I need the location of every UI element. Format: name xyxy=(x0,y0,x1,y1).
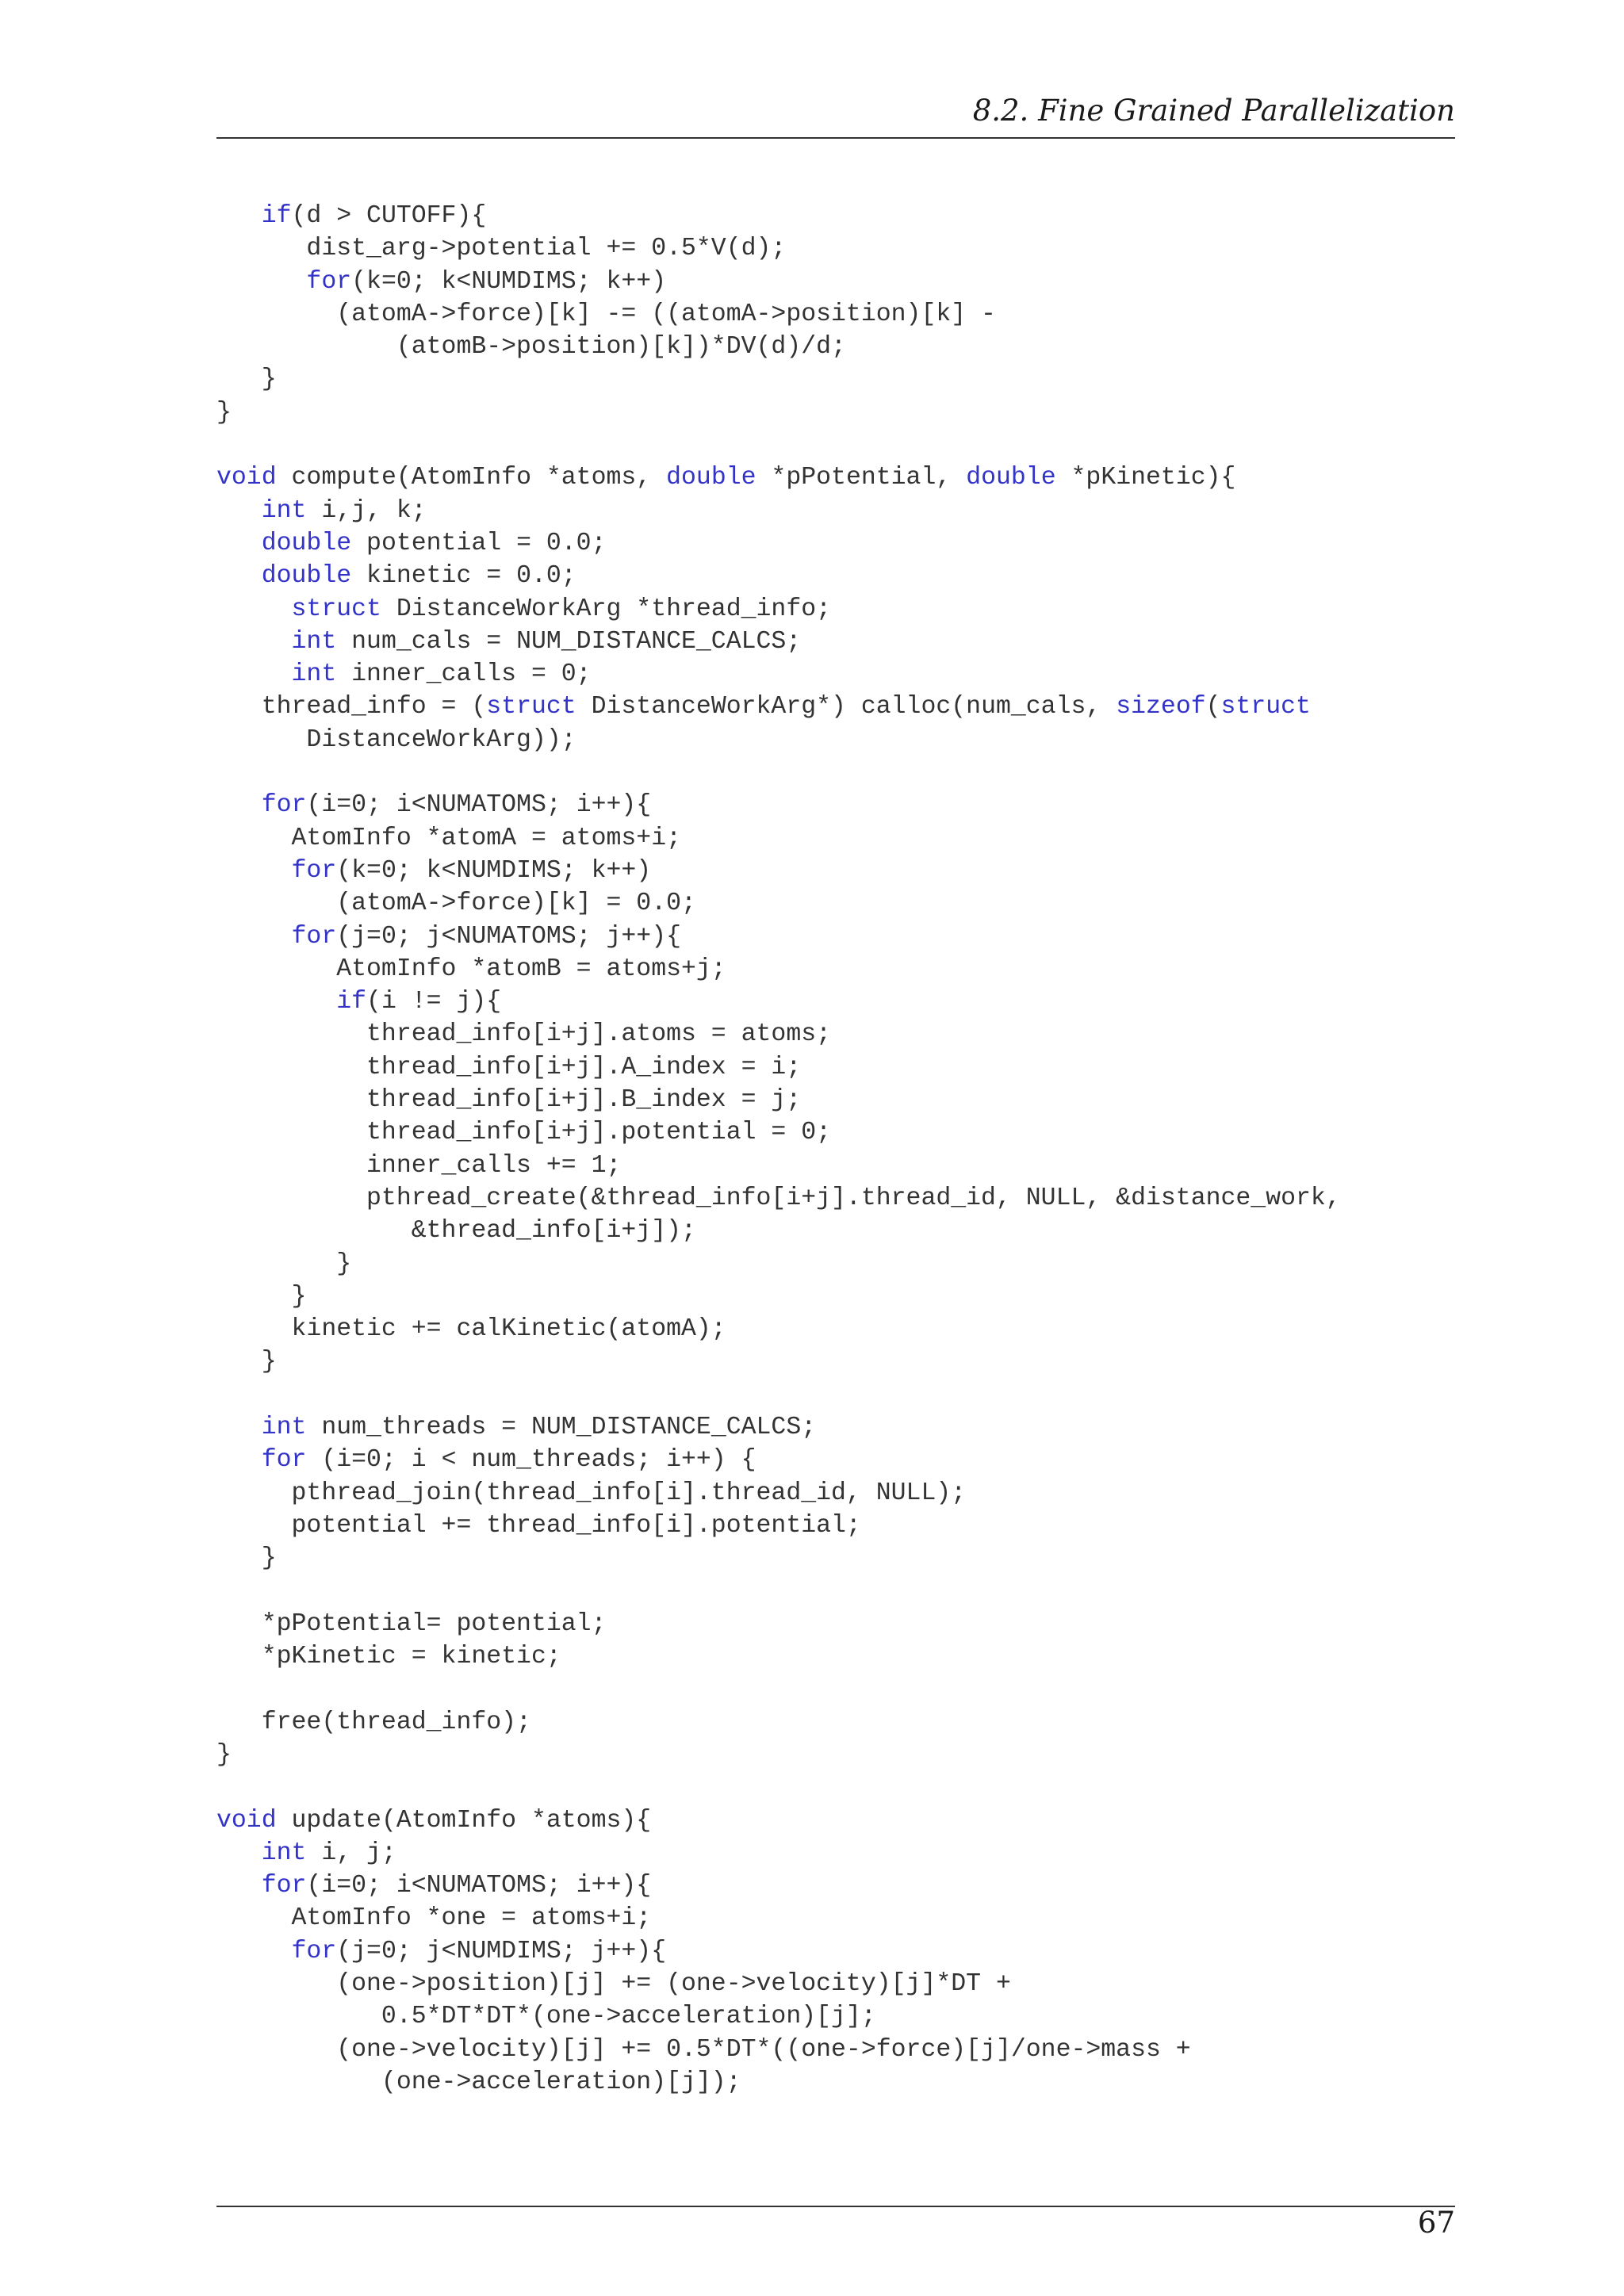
code-text: (i=0; i < num_threads; i++) { xyxy=(306,1446,756,1475)
header-rule xyxy=(216,137,1455,139)
code-line xyxy=(216,1084,1485,1116)
code-line xyxy=(216,1739,1485,1771)
code-line xyxy=(216,396,1485,429)
code-text: thread_info[i+j].atoms = atoms; xyxy=(216,1020,832,1049)
code-text: } xyxy=(216,1348,277,1376)
code-line xyxy=(216,1837,1485,1869)
code-text: pthread_join(thread_info[i].thread_id, NULL); xyxy=(216,1479,967,1507)
code-line xyxy=(216,200,1485,232)
code-line xyxy=(216,1182,1485,1215)
code-line xyxy=(216,1673,1485,1705)
code-line xyxy=(216,1051,1485,1084)
code-keyword: int xyxy=(291,660,337,689)
running-head: 8.2. Fine Grained Parallelization xyxy=(972,94,1455,128)
code-line xyxy=(216,298,1485,331)
code-line xyxy=(216,1869,1485,1902)
code-line xyxy=(216,1477,1485,1510)
code-text: update(AtomInfo *atoms){ xyxy=(276,1806,652,1835)
code-text: ( xyxy=(1205,693,1221,721)
code-text xyxy=(216,791,262,819)
page-number: 67 xyxy=(1417,2206,1455,2240)
code-line xyxy=(216,331,1485,363)
code-keyword: for xyxy=(306,267,352,296)
code-text: thread_info[i+j].potential = 0; xyxy=(216,1119,832,1147)
code-text: } xyxy=(216,1249,352,1278)
code-line xyxy=(216,560,1485,592)
code-text: pthread_create(&thread_info[i+j].thread_id, NULL, &distance_work, xyxy=(216,1184,1341,1212)
code-line xyxy=(216,1018,1485,1050)
code-text: (atomA->force)[k] = 0.0; xyxy=(216,890,696,918)
code-keyword: for xyxy=(261,1446,307,1475)
code-keyword: for xyxy=(291,1937,337,1965)
footer-rule xyxy=(216,2206,1455,2207)
code-text xyxy=(216,660,292,688)
code-line xyxy=(216,920,1485,953)
code-text: DistanceWorkArg)); xyxy=(216,725,576,754)
code-keyword: if xyxy=(336,988,367,1016)
code-text: (atomA->force)[k] -= ((atomA->position)[k] - xyxy=(216,300,996,328)
code-text: (j=0; j<NUMDIMS; j++){ xyxy=(336,1937,667,1965)
code-line xyxy=(216,1313,1485,1345)
code-line xyxy=(216,953,1485,985)
code-text: (one->acceleration)[j]); xyxy=(216,2068,741,2096)
code-line xyxy=(216,1706,1485,1739)
code-line xyxy=(216,363,1485,396)
code-text: inner_calls = 0; xyxy=(336,660,592,689)
code-keyword: sizeof xyxy=(1116,693,1206,721)
code-text: (atomB->position)[k])*DV(d)/d; xyxy=(216,333,846,362)
code-line xyxy=(216,1935,1485,1968)
code-keyword: double xyxy=(261,529,352,557)
code-keyword: int xyxy=(291,627,337,656)
code-line xyxy=(216,2000,1485,2033)
code-text: inner_calls += 1; xyxy=(216,1151,622,1180)
code-text: (one->position)[j] += (one->velocity)[j]*DT + xyxy=(216,1970,1011,1999)
code-text: } xyxy=(216,1544,277,1573)
code-line xyxy=(216,1902,1485,1934)
code-line xyxy=(216,855,1485,887)
code-keyword: for xyxy=(291,856,337,885)
code-keyword: struct xyxy=(1220,693,1311,721)
code-text: thread_info = ( xyxy=(216,693,487,721)
code-text: } xyxy=(216,398,232,427)
code-keyword: for xyxy=(261,1872,307,1900)
code-text: dist_arg->potential += 0.5*V(d); xyxy=(216,235,787,263)
code-text: } xyxy=(216,1740,232,1769)
code-text xyxy=(216,628,292,656)
code-text: (d > CUTOFF){ xyxy=(291,202,487,230)
code-text: (k=0; k<NUMDIMS; k++) xyxy=(336,856,652,885)
code-line xyxy=(216,495,1485,527)
code-text: AtomInfo *atomB = atoms+j; xyxy=(216,955,726,983)
code-line xyxy=(216,593,1485,626)
code-text: } xyxy=(216,1282,307,1311)
code-text: DistanceWorkArg *thread_info; xyxy=(381,595,832,623)
code-line xyxy=(216,2034,1485,2066)
code-line xyxy=(216,1150,1485,1182)
code-text: AtomInfo *atomA = atoms+i; xyxy=(216,824,681,852)
code-keyword: int xyxy=(261,496,307,525)
code-keyword: for xyxy=(291,922,337,951)
code-line xyxy=(216,1248,1485,1280)
code-line xyxy=(216,2066,1485,2099)
code-text: } xyxy=(216,365,277,394)
code-line xyxy=(216,887,1485,920)
code-text: (j=0; j<NUMATOMS; j++){ xyxy=(336,922,682,951)
code-text: num_threads = NUM_DISTANCE_CALCS; xyxy=(306,1413,817,1441)
code-text: thread_info[i+j].B_index = j; xyxy=(216,1086,802,1115)
code-line xyxy=(216,822,1485,855)
code-keyword: double xyxy=(666,464,756,492)
code-keyword: if xyxy=(261,202,292,230)
code-line xyxy=(216,1379,1485,1411)
code-text: num_cals = NUM_DISTANCE_CALCS; xyxy=(336,627,802,656)
code-keyword: int xyxy=(261,1413,307,1441)
code-text: 0.5*DT*DT*(one->acceleration)[j]; xyxy=(216,2003,876,2031)
code-line xyxy=(216,1444,1485,1476)
code-text: *pKinetic){ xyxy=(1055,464,1236,492)
code-text: free(thread_info); xyxy=(216,1708,531,1736)
code-line xyxy=(216,789,1485,821)
code-line xyxy=(216,1640,1485,1673)
code-line xyxy=(216,691,1485,723)
code-text xyxy=(216,988,336,1016)
code-keyword: void xyxy=(216,1806,277,1835)
code-text xyxy=(216,1938,292,1965)
code-text xyxy=(216,562,262,590)
code-text xyxy=(216,202,262,230)
code-text: kinetic = 0.0; xyxy=(351,562,576,591)
code-text: (i=0; i<NUMATOMS; i++){ xyxy=(306,791,652,820)
code-line xyxy=(216,1771,1485,1804)
code-text xyxy=(216,530,262,557)
code-text: (k=0; k<NUMDIMS; k++) xyxy=(351,267,667,296)
code-text: *pKinetic = kinetic; xyxy=(216,1643,561,1671)
code-text xyxy=(216,857,292,885)
code-text: *pPotential= potential; xyxy=(216,1609,607,1638)
code-line xyxy=(216,658,1485,691)
code-text: (one->velocity)[j] += 0.5*DT*((one->force)[j]/one->mass + xyxy=(216,2035,1191,2064)
code-keyword: struct xyxy=(291,595,381,623)
code-line xyxy=(216,232,1485,265)
code-text: AtomInfo *one = atoms+i; xyxy=(216,1904,652,1933)
code-text xyxy=(216,1446,262,1474)
code-text: &thread_info[i+j]); xyxy=(216,1217,696,1246)
code-text xyxy=(216,497,262,525)
code-text: (i != j){ xyxy=(366,988,502,1016)
code-line xyxy=(216,461,1485,494)
code-keyword: double xyxy=(966,464,1056,492)
code-text: DistanceWorkArg*) calloc(num_cals, xyxy=(576,693,1116,721)
code-line xyxy=(216,756,1485,789)
code-text: potential += thread_info[i].potential; xyxy=(216,1511,861,1540)
code-line xyxy=(216,1215,1485,1247)
code-text: thread_info[i+j].A_index = i; xyxy=(216,1053,802,1081)
code-keyword: int xyxy=(261,1839,307,1867)
code-text xyxy=(216,595,292,623)
code-line xyxy=(216,1804,1485,1837)
code-text xyxy=(216,268,306,296)
code-text: potential = 0.0; xyxy=(351,529,607,557)
code-line xyxy=(216,1575,1485,1607)
code-line xyxy=(216,724,1485,756)
code-text: compute(AtomInfo *atoms, xyxy=(276,464,667,492)
code-line xyxy=(216,626,1485,658)
code-line xyxy=(216,985,1485,1018)
code-line xyxy=(216,1608,1485,1640)
code-line xyxy=(216,1411,1485,1444)
code-line xyxy=(216,1968,1485,2000)
code-keyword: void xyxy=(216,464,277,492)
code-line xyxy=(216,429,1485,461)
code-text: *pPotential, xyxy=(756,464,967,492)
code-keyword: double xyxy=(261,562,352,591)
code-keyword: struct xyxy=(486,693,576,721)
code-line xyxy=(216,1510,1485,1542)
code-keyword: for xyxy=(261,791,307,820)
code-line xyxy=(216,266,1485,298)
code-line xyxy=(216,1345,1485,1378)
code-text: i,j, k; xyxy=(306,496,427,525)
code-line xyxy=(216,1116,1485,1149)
code-line xyxy=(216,527,1485,560)
code-text xyxy=(216,1414,262,1441)
code-line xyxy=(216,1280,1485,1313)
code-text: i, j; xyxy=(306,1839,396,1867)
code-text: (i=0; i<NUMATOMS; i++){ xyxy=(306,1872,652,1900)
code-text: kinetic += calKinetic(atomA); xyxy=(216,1315,726,1344)
code-listing xyxy=(216,200,1485,2099)
code-text xyxy=(216,1872,262,1900)
code-text xyxy=(216,1839,262,1867)
code-text xyxy=(216,923,292,951)
code-line xyxy=(216,1542,1485,1575)
